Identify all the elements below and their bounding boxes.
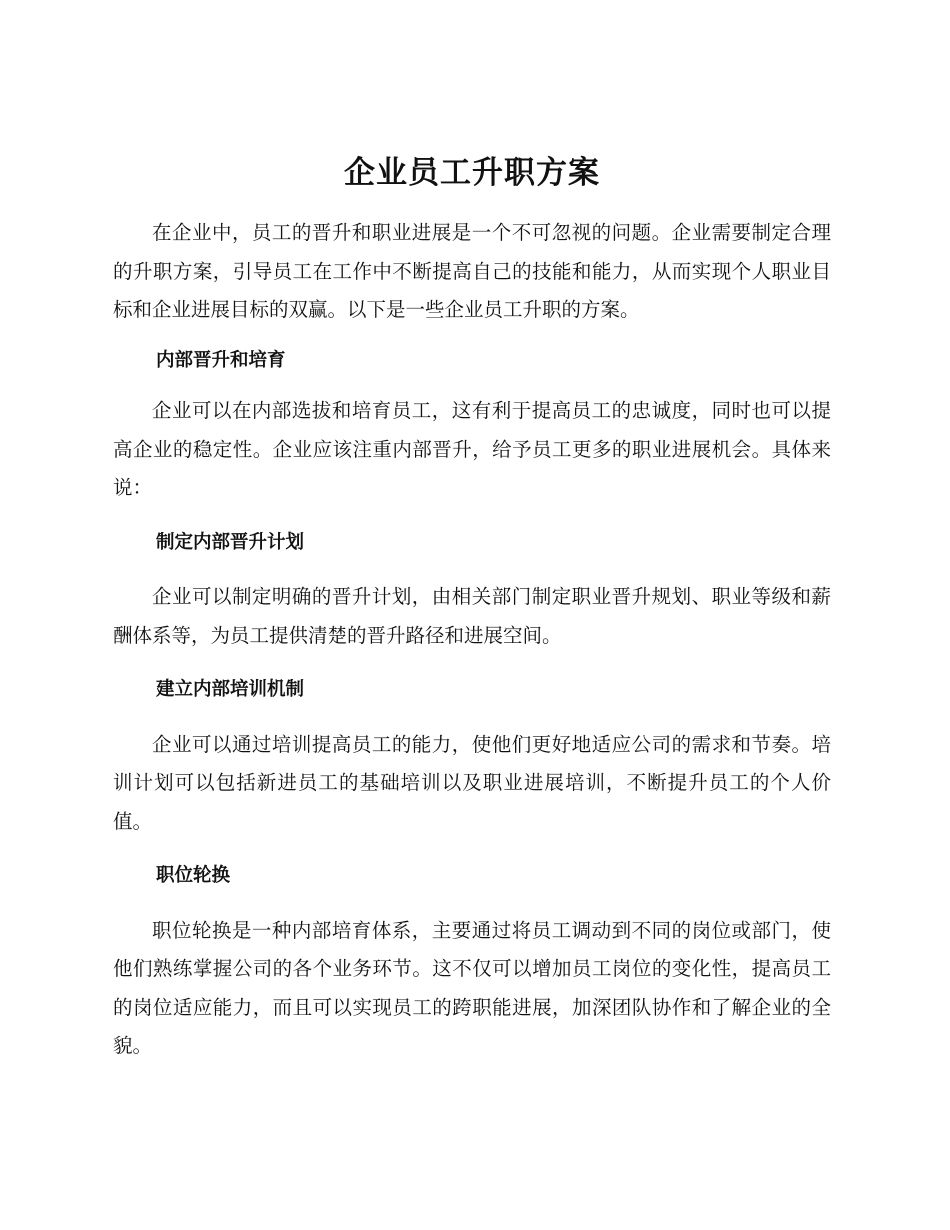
document-title: 企业员工升职方案 — [344, 155, 600, 191]
section-body-training: 企业可以通过培训提高员工的能力，使他们更好地适应公司的需求和节奏。培训计划可以包括新进员工的基础培训以及职业进展培训，不断提升员工的个人价值。 — [113, 732, 831, 833]
spacer — [113, 508, 831, 524]
spacer — [113, 562, 831, 578]
spacer — [113, 655, 831, 671]
section-body-internal-promotion: 企业可以在内部选拔和培育员工，这有利于提高员工的忠诚度，同时也可以提高企业的稳定性。企业应该注重内部晋升，给予员工更多的职业进展机会。具体来说： — [113, 399, 831, 499]
spacer — [113, 841, 831, 857]
spacer — [113, 710, 831, 726]
spacer — [113, 330, 831, 342]
spacer — [113, 380, 831, 392]
section-body-job-rotation: 职位轮换是一种内部培育体系，主要通过将员工调动到不同的岗位或部门，使他们熟练掌握公司的各个业务环节。这不仅可以增加员工岗位的变化性，提高员工的岗位适应能力，而且可以实现员工的跨职能进展，加深团队协作和了解企业的全貌。 — [113, 918, 831, 1057]
section-heading-training: 建立内部培训机制 — [156, 679, 305, 700]
spacer — [113, 896, 831, 912]
section-body-promotion-plan: 企业可以制定明确的晋升计划，由相关部门制定职业晋升规划、职业等级和薪酬体系等，为员工提供清楚的晋升路径和进展空间。 — [113, 585, 831, 647]
section-heading-internal-promotion: 内部晋升和培育 — [156, 349, 286, 371]
document-page — [113, 146, 831, 1066]
intro-paragraph: 在企业中，员工的晋升和职业进展是一个不可忽视的问题。企业需要制定合理的升职方案，引导员工在工作中不断提高自己的技能和能力，从而实现个人职业目标和企业进展目标的双赢。以下是一些企业员工升职的方案。 — [113, 221, 831, 321]
section-heading-promotion-plan: 制定内部晋升计划 — [156, 531, 305, 553]
section-heading-job-rotation: 职位轮换 — [156, 865, 231, 886]
